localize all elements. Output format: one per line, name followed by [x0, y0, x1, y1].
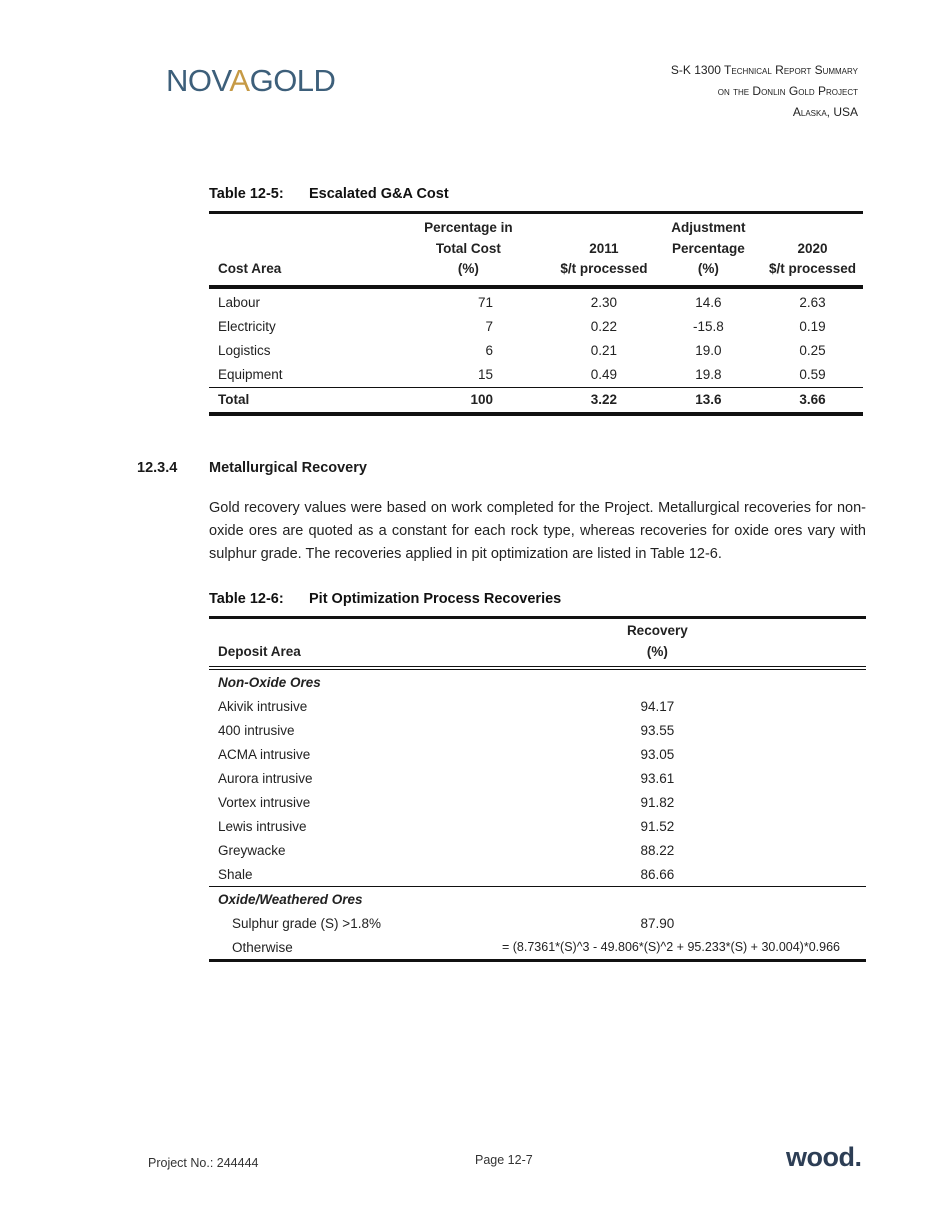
cell-adj: 19.0: [695, 343, 722, 358]
cell-adj: 13.6: [655, 387, 762, 414]
cell-2020: 3.66: [762, 387, 863, 414]
header-deposit-area: Deposit Area: [218, 643, 301, 659]
header-cost-area: Cost Area: [218, 261, 282, 276]
caption-number: Table 12-5:: [209, 186, 284, 202]
table-row: [209, 790, 866, 814]
cell-recovery: 91.82: [640, 794, 675, 810]
caption-number: Table 12-6:: [209, 591, 284, 607]
cell-recovery: 88.22: [640, 842, 675, 858]
cell-area: Equipment: [218, 367, 283, 382]
table-row: [209, 339, 863, 363]
cell-area: Aurora intrusive: [218, 770, 313, 786]
cell-area: Logistics: [218, 343, 271, 358]
cell-2020: 0.59: [799, 367, 826, 382]
cell-area: ACMA intrusive: [218, 746, 311, 762]
cell-pct: 7: [485, 319, 494, 334]
table-12-5-caption: [209, 186, 449, 202]
cell-recovery-formula: = (8.7361*(S)^3 - 49.806*(S)^2 + 95.233*(S) + 30.004)*0.966: [449, 935, 866, 961]
cell-pct: 15: [478, 367, 494, 382]
table-row: [209, 694, 866, 718]
table-row: [209, 742, 866, 766]
wood-logo: wood.: [786, 1142, 862, 1172]
cell-2011: 0.49: [590, 367, 618, 382]
table-row: [209, 935, 866, 961]
cell-area: Shale: [218, 866, 253, 882]
table-row: [209, 814, 866, 838]
cell-recovery: 86.66: [640, 866, 675, 882]
table-header-row: [209, 213, 863, 287]
logo-text-end: GOLD: [249, 63, 336, 98]
cell-area: Vortex intrusive: [218, 794, 311, 810]
table-row: [209, 862, 866, 887]
novagold-logo: [166, 64, 335, 98]
logo-text: NOV: [166, 63, 230, 98]
cell-adj: -15.8: [693, 319, 724, 334]
cell-2011: 3.22: [553, 387, 655, 414]
cell-area: Greywacke: [218, 842, 286, 858]
cell-pct: 71: [478, 295, 494, 310]
cell-2011: 2.30: [590, 295, 618, 310]
table-row: [209, 838, 866, 862]
cell-area: Labour: [218, 295, 261, 310]
table-row: [209, 363, 863, 388]
cell-adj: 14.6: [695, 295, 722, 310]
header-line-3: Alaska, USA: [792, 105, 858, 119]
escalated-ga-cost-table: [209, 211, 863, 416]
header-2011: 2011 $/t processed: [560, 240, 648, 276]
header-percentage: Percentage in Total Cost (%): [424, 220, 513, 276]
group-oxide: Oxide/Weathered Ores: [209, 887, 866, 912]
cell-area: Sulphur grade (S) >1.8%: [232, 915, 381, 931]
section-title: Metallurgical Recovery: [209, 460, 367, 476]
cell-area: Akivik intrusive: [218, 698, 308, 714]
page-number: Page 12-7: [475, 1153, 533, 1167]
table-total-row: [209, 387, 863, 414]
cell-recovery: 94.17: [640, 698, 675, 714]
cell-area: Lewis intrusive: [218, 818, 307, 834]
cell-recovery: 93.05: [640, 746, 675, 762]
section-number: 12.3.4: [137, 460, 178, 476]
table-header-row: [209, 618, 866, 669]
table-row: [209, 287, 863, 315]
header-adjustment: Adjustment Percentage (%): [671, 220, 746, 276]
project-number: Project No.: 244444: [148, 1156, 259, 1170]
header-recovery: Recovery (%): [626, 623, 688, 659]
group-non-oxide: Non-Oxide Ores: [218, 674, 321, 690]
cell-area: Total: [209, 387, 384, 414]
cell-2020: 0.19: [799, 319, 826, 334]
table-row: [209, 718, 866, 742]
cell-recovery: 93.55: [640, 722, 675, 738]
cell-2020: 2.63: [799, 295, 826, 310]
cell-adj: 19.8: [695, 367, 722, 382]
cell-area: Otherwise: [209, 935, 449, 961]
cell-area: 400 intrusive: [218, 722, 295, 738]
table-row: [209, 911, 866, 935]
cell-recovery: 87.90: [640, 915, 675, 931]
caption-title: Escalated G&A Cost: [309, 186, 449, 202]
table-row: [209, 315, 863, 339]
cell-pct: 6: [485, 343, 494, 358]
cell-area: Electricity: [218, 319, 276, 334]
table-12-6-caption: [209, 591, 561, 607]
logo-accent: A: [229, 63, 250, 98]
cell-recovery: 91.52: [640, 818, 675, 834]
cell-2020: 0.25: [799, 343, 826, 358]
cell-2011: 0.21: [590, 343, 618, 358]
process-recoveries-table: [209, 616, 866, 962]
header-line-2: on the Donlin Gold Project: [717, 84, 858, 98]
cell-recovery: 93.61: [640, 770, 675, 786]
group-row: [209, 668, 866, 694]
table-row: [209, 766, 866, 790]
header-2020: 2020 $/t processed: [768, 240, 856, 276]
header-line-1: S-K 1300 Technical Report Summary: [670, 63, 858, 77]
caption-title: Pit Optimization Process Recoveries: [309, 591, 562, 607]
cell-pct: 100: [384, 387, 553, 414]
report-header: [671, 60, 858, 123]
group-row: [209, 887, 866, 912]
cell-2011: 0.22: [590, 319, 618, 334]
body-paragraph: Gold recovery values were based on work completed for the Project. Metallurgical recoveries for non-oxide ores are quoted as a constant for each rock type, whereas recoveries for oxide ores vary with sulphur grade. The recoveries applied in pit optimization are listed in Table 12-6.: [209, 500, 866, 562]
